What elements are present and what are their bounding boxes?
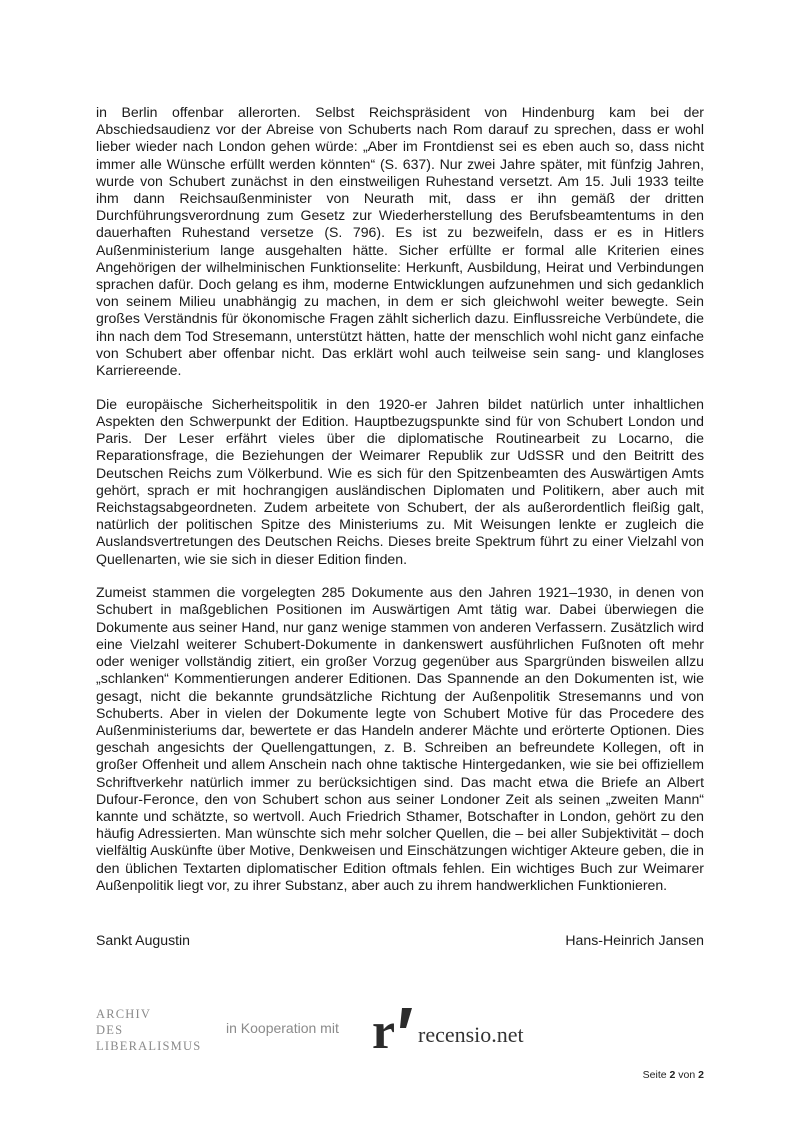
- paragraph-3: Zumeist stammen die vorgelegten 285 Dokumente aus den Jahren 1921–1930, in denen von Schubert in maßgeblichen Positionen im Auswärtigen Amt tätig war. Dabei überwiegen die Dokumente aus seiner Hand, nur ganz wenige stammen von anderen Verfassern. Zusätzlich wird eine Vielzahl weiterer Schubert-Dokumente in dankenswert ausführlichen Fußnoten oft mehr oder weniger vollständig zitiert, ein großer Vorzug gegenüber aus Spargründen bisweilen allzu „schlanken“ Kommentierungen anderer Editionen. Das Spannende an den Dokumenten ist, wie gesagt, nicht die bekannte grundsätzliche Richtung der Außenpolitik Stresemanns und von Schuberts. Aber in vielen der Dokumente legte von Schubert Motive für das Procedere des Außenministeriums dar, bewertete er das Handeln anderer Mächte und erörterte Optionen. Dies geschah angesichts der Quellengattungen, z. B. Schreiben an befreundete Kollegen, oft in großer Offenheit und allem Anschein nach ohne taktische Hintergedanken, wie sie bei offiziellem Schriftverkehr natürlich immer zu berücksichtigen sind. Das macht etwa die Briefe an Albert Dufour-Feronce, den von Schubert schon aus seiner Londoner Zeit als seinen „zweiten Mann“ kannte und schätzte, so wertvoll. Auch Friedrich Sthamer, Botschafter in London, gehört zu den häufig Adressierten. Man wünschte sich mehr solcher Quellen, die – bei aller Subjektivität – doch vielfältig Auskünfte über Motive, Denkweisen und Einschätzungen wichtiger Akteure geben, die in den üblichen Textarten diplomatischer Edition oftmals fehlen. Ein wichtiges Buch zur Weimarer Außenpolitik liegt vor, zu ihrer Substanz, aber auch zu ihrem handwerklichen Funktionieren.: [96, 584, 704, 893]
- signature-place: Sankt Augustin: [96, 932, 191, 948]
- footer-logos: [96, 1006, 556, 1062]
- archiv-des-liberalismus-logo: [96, 1006, 201, 1054]
- signature-author: Hans-Heinrich Jansen: [565, 932, 704, 948]
- recensio-logo: [372, 1006, 524, 1056]
- archiv-line-1: ARCHIV: [96, 1007, 152, 1021]
- page-current: 2: [669, 1069, 676, 1081]
- article-body: [96, 104, 704, 910]
- page-number: [643, 1069, 704, 1081]
- page-total: 2: [698, 1069, 704, 1081]
- recensio-slash-mark: [400, 1008, 412, 1028]
- recensio-wordmark: [418, 1022, 524, 1048]
- page-separator: von: [678, 1069, 696, 1081]
- archiv-line-3: LIBERALISMUS: [96, 1039, 202, 1053]
- recensio-tld: .net: [491, 1022, 524, 1047]
- signature-line: [96, 932, 704, 949]
- cooperation-text: in Kooperation mit: [226, 1020, 339, 1036]
- archiv-line-2: DES: [96, 1023, 124, 1037]
- recensio-name: recensio: [418, 1022, 492, 1047]
- paragraph-2: Die europäische Sicherheitspolitik in den 1920-er Jahren bildet natürlich unter inhaltlichen Aspekten den Schwerpunkt der Edition. Hauptbezugspunkte sind für von Schubert London und Paris. Der Leser erfährt vieles über die diplomatische Routinearbeit zu Locarno, die Reparationsfrage, die Beziehungen der Weimarer Republik zur UdSSR und den Beitritt des Deutschen Reichs zum Völkerbund. Wie es sich für den Spitzenbeamten des Auswärtigen Amts gehört, sprach er mit hochrangigen ausländischen Diplomaten und Politikern, aber auch mit Reichstagsabgeordneten. Zudem arbeitete von Schubert, der als außerordentlich fleißig galt, natürlich der politischen Spitze des Ministeriums zu. Mit Weisungen lenkte er zugleich die Auslandsvertretungen des Deutschen Reichs. Dieses breite Spektrum führt zu einer Vielzahl von Quellenarten, wie sie sich in dieser Edition finden.: [96, 395, 704, 567]
- recensio-r-glyph: r: [372, 1006, 396, 1056]
- recensio-r-mark-icon: [372, 1006, 414, 1056]
- paragraph-1: in Berlin offenbar allerorten. Selbst Reichspräsident von Hindenburg kam bei der Abschiedsaudienz vor der Abreise von Schuberts nach Rom darauf zu sprechen, dass er wohl lieber wieder nach London gehen würde: „Aber im Frontdienst sei es eben auch so, dass nicht immer alle Wünsche erfüllt werden könnten“ (S. 637). Nur zwei Jahre später, mit fünfzig Jahren, wurde von Schubert zunächst in den einstweiligen Ruhestand versetzt. Am 15. Juli 1933 teilte ihm dann Reichsaußenminister von Neurath mit, dass er ihn gemäß der dritten Durchführungsverordnung zum Gesetz zur Wiederherstellung des Berufsbeamtentums in den dauerhaften Ruhestand versetze (S. 796). Es ist zu bezweifeln, dass er es in Hitlers Außenministerium lange ausgehalten hätte. Sicher erfüllte er formal alle Kriterien eines Angehörigen der wilhelminischen Funktionselite: Herkunft, Ausbildung, Heirat und Verbindungen sprachen dafür. Doch gelang es ihm, moderne Entwicklungen aufzunehmen und sich gedanklich von seinem Milieu unabhängig zu machen, in dem er sich gleichwohl weiter bewegte. Sein großes Verständnis für ökonomische Fragen zählt sicherlich dazu. Einflussreiche Verbündete, die ihn nach dem Tod Stresemann, unterstützt hätten, hatte der menschlich wohl nicht ganz einfache von Schubert aber offenbar nicht. Das erklärt wohl auch teilweise sein sang- und klangloses Karriereende.: [96, 104, 704, 379]
- page-prefix: Seite: [642, 1069, 667, 1081]
